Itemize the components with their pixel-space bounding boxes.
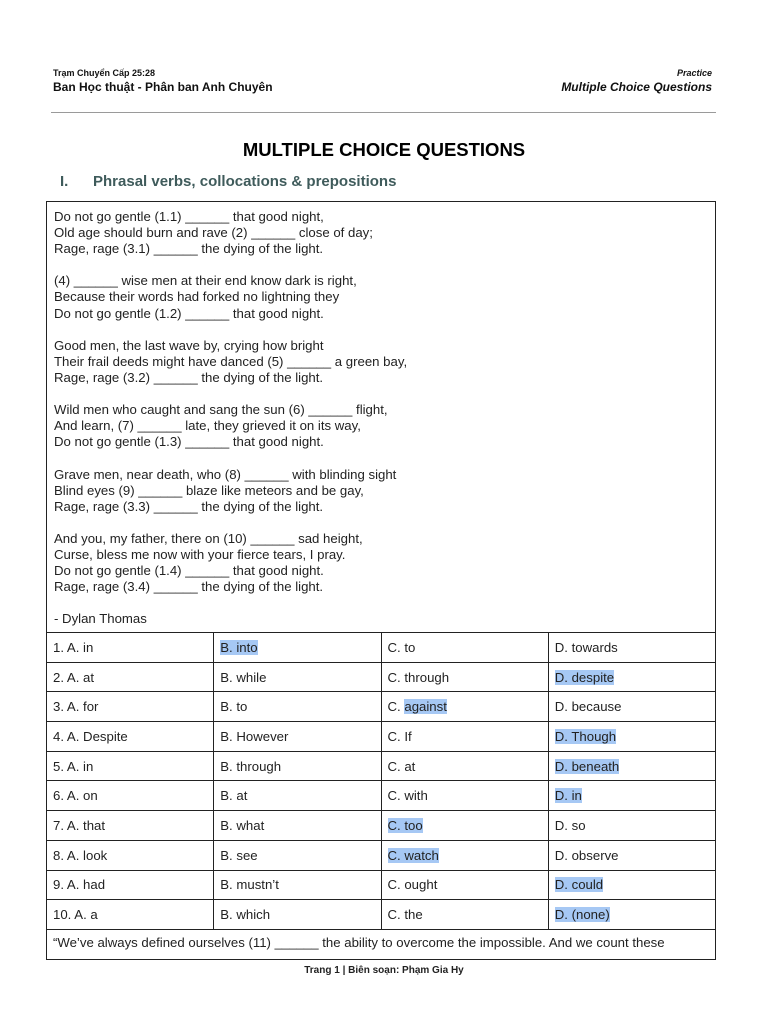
option-text: 10. A. a — [53, 907, 98, 923]
option-cell[interactable] — [381, 633, 548, 663]
option-text: D. towards — [554, 639, 618, 655]
option-text: C. with — [387, 788, 428, 804]
poem-line: Good men, the last wave by, crying how bright — [54, 337, 324, 353]
option-cell[interactable] — [47, 781, 214, 811]
highlighted-answer: D. could — [554, 877, 604, 893]
option-prefix: C. — [387, 699, 405, 715]
option-cell[interactable] — [214, 751, 381, 781]
option-text: C. through — [387, 669, 450, 685]
header-left — [53, 68, 273, 95]
stanza-gap — [54, 322, 715, 338]
option-cell[interactable] — [47, 751, 214, 781]
option-text: B. while — [220, 669, 267, 685]
option-text: B. see — [220, 847, 258, 863]
option-cell[interactable] — [47, 870, 214, 900]
option-text: 7. A. that — [53, 817, 106, 833]
option-cell[interactable] — [47, 633, 214, 663]
question-row — [47, 811, 716, 841]
question-row — [47, 633, 716, 663]
option-cell[interactable] — [214, 900, 381, 930]
question-row — [47, 781, 716, 811]
poem-line: Because their words had forked no lightning they — [54, 289, 340, 305]
option-cell[interactable] — [381, 811, 548, 841]
highlighted-answer: against — [404, 699, 447, 715]
option-cell[interactable] — [548, 840, 715, 870]
option-cell[interactable] — [214, 781, 381, 811]
option-text: 3. A. for — [53, 699, 99, 715]
stanza-gap — [54, 450, 715, 466]
option-cell[interactable] — [47, 811, 214, 841]
option-text: 5. A. in — [53, 758, 94, 774]
section-number: I. — [60, 173, 69, 190]
highlighted-answer: C. too — [387, 817, 423, 833]
poem-line: Rage, rage (3.4) ______ the dying of the light. — [54, 579, 324, 595]
header-doc-type: Practice — [676, 68, 712, 78]
option-text: 1. A. in — [53, 639, 94, 655]
stanza-gap — [54, 257, 715, 273]
option-text: 4. A. Despite — [53, 728, 128, 744]
stanza-gap — [54, 595, 715, 611]
option-cell[interactable] — [381, 900, 548, 930]
option-cell[interactable] — [381, 781, 548, 811]
highlighted-answer: C. watch — [387, 847, 439, 863]
poem-line: Do not go gentle (1.2) ______ that good night. — [54, 305, 324, 321]
option-text: D. because — [554, 699, 622, 715]
option-cell[interactable] — [47, 722, 214, 752]
question-row — [47, 662, 716, 692]
section-heading — [60, 173, 396, 190]
question-row — [47, 722, 716, 752]
highlighted-answer: D. Though — [554, 728, 617, 744]
option-text: D. observe — [554, 847, 619, 863]
poem-line: Wild men who caught and sang the sun (6) ______ flight, — [54, 402, 388, 418]
option-text: 2. A. at — [53, 669, 95, 685]
poem-line: Do not go gentle (1.1) ______ that good night, — [54, 209, 324, 224]
question-row — [47, 900, 716, 930]
poem-author: - Dylan Thomas — [54, 611, 147, 627]
highlighted-answer: D. in — [554, 788, 582, 804]
option-cell[interactable] — [548, 751, 715, 781]
option-cell[interactable] — [214, 870, 381, 900]
poem-line: Do not go gentle (1.4) ______ that good night. — [54, 563, 324, 579]
option-cell[interactable] — [214, 633, 381, 663]
option-cell[interactable] — [381, 692, 548, 722]
highlighted-answer: D. beneath — [554, 758, 620, 774]
option-cell[interactable] — [381, 751, 548, 781]
option-cell[interactable] — [381, 662, 548, 692]
option-cell[interactable] — [548, 692, 715, 722]
option-cell[interactable] — [47, 900, 214, 930]
option-cell[interactable] — [47, 692, 214, 722]
option-text: D. so — [554, 817, 586, 833]
option-text: 6. A. on — [53, 788, 98, 804]
option-cell[interactable] — [548, 900, 715, 930]
next-passage-text: “We’ve always defined ourselves (11) ______ the ability to overcome the impossible. And we count these — [46, 930, 716, 960]
option-text: C. If — [387, 728, 412, 744]
option-text: B. at — [220, 788, 248, 804]
option-cell[interactable] — [548, 781, 715, 811]
highlighted-answer: D. (none) — [554, 907, 610, 923]
poem-line: And learn, (7) ______ late, they grieved it on its way, — [54, 418, 361, 434]
option-cell[interactable] — [214, 840, 381, 870]
highlighted-answer: D. despite — [554, 669, 615, 685]
poem-line: Grave men, near death, who (8) ______ with blinding sight — [54, 466, 397, 482]
option-text: C. to — [387, 639, 416, 655]
poem-line: (4) ______ wise men at their end know dark is right, — [54, 273, 357, 289]
question-row — [47, 751, 716, 781]
option-cell[interactable] — [548, 633, 715, 663]
question-row — [47, 840, 716, 870]
option-text: 8. A. look — [53, 847, 108, 863]
header-org-small: Trạm Chuyển Cấp 25:28 — [53, 68, 156, 78]
option-cell[interactable] — [214, 662, 381, 692]
option-cell[interactable] — [47, 662, 214, 692]
poem-line: Blind eyes (9) ______ blaze like meteors and be gay, — [54, 482, 364, 498]
header-org: Ban Học thuật - Phân ban Anh Chuyên — [53, 80, 273, 94]
option-text: B. to — [220, 699, 248, 715]
option-cell[interactable] — [548, 811, 715, 841]
poem-line: Rage, rage (3.2) ______ the dying of the light. — [54, 369, 324, 385]
option-cell[interactable] — [548, 662, 715, 692]
header-divider — [51, 112, 716, 113]
option-cell[interactable] — [47, 840, 214, 870]
header-doc-title: Multiple Choice Questions — [561, 80, 712, 94]
option-cell[interactable] — [214, 722, 381, 752]
answer-options-table — [46, 632, 716, 930]
page-footer: Trang 1 | Biên soạn: Phạm Gia Hy — [304, 965, 464, 976]
poem-line: Their frail deeds might have danced (5) ______ a green bay, — [54, 353, 408, 369]
option-cell[interactable] — [214, 692, 381, 722]
option-cell[interactable] — [381, 870, 548, 900]
poem-line: Rage, rage (3.3) ______ the dying of the light. — [54, 498, 324, 514]
poem-line: Curse, bless me now with your fierce tears, I pray. — [54, 546, 346, 562]
poem-line: Rage, rage (3.1) ______ the dying of the light. — [54, 241, 324, 257]
poem-line: Do not go gentle (1.3) ______ that good night. — [54, 434, 324, 450]
stanza-gap — [54, 386, 715, 402]
poem-passage — [46, 201, 716, 633]
option-text: B. what — [220, 817, 265, 833]
option-cell[interactable] — [548, 722, 715, 752]
option-cell[interactable] — [381, 840, 548, 870]
question-row — [47, 692, 716, 722]
option-cell[interactable] — [214, 811, 381, 841]
page-title: MULTIPLE CHOICE QUESTIONS — [242, 139, 526, 160]
option-text: B. However — [220, 728, 289, 744]
highlighted-answer: B. into — [220, 639, 258, 655]
stanza-gap — [54, 515, 715, 531]
option-text: C. the — [387, 907, 423, 923]
option-cell[interactable] — [548, 870, 715, 900]
header-right — [561, 68, 712, 95]
question-row — [47, 870, 716, 900]
option-text: B. which — [220, 907, 271, 923]
option-text: 9. A. had — [53, 877, 106, 893]
option-text: C. at — [387, 758, 416, 774]
option-cell[interactable] — [381, 722, 548, 752]
option-text: C. ought — [387, 877, 438, 893]
option-text: B. mustn’t — [220, 877, 279, 893]
poem-line: And you, my father, there on (10) ______ sad height, — [54, 530, 363, 546]
option-text: B. through — [220, 758, 282, 774]
section-label: Phrasal verbs, collocations & prepositions — [93, 173, 397, 190]
poem-line: Old age should burn and rave (2) ______ close of day; — [54, 225, 373, 241]
